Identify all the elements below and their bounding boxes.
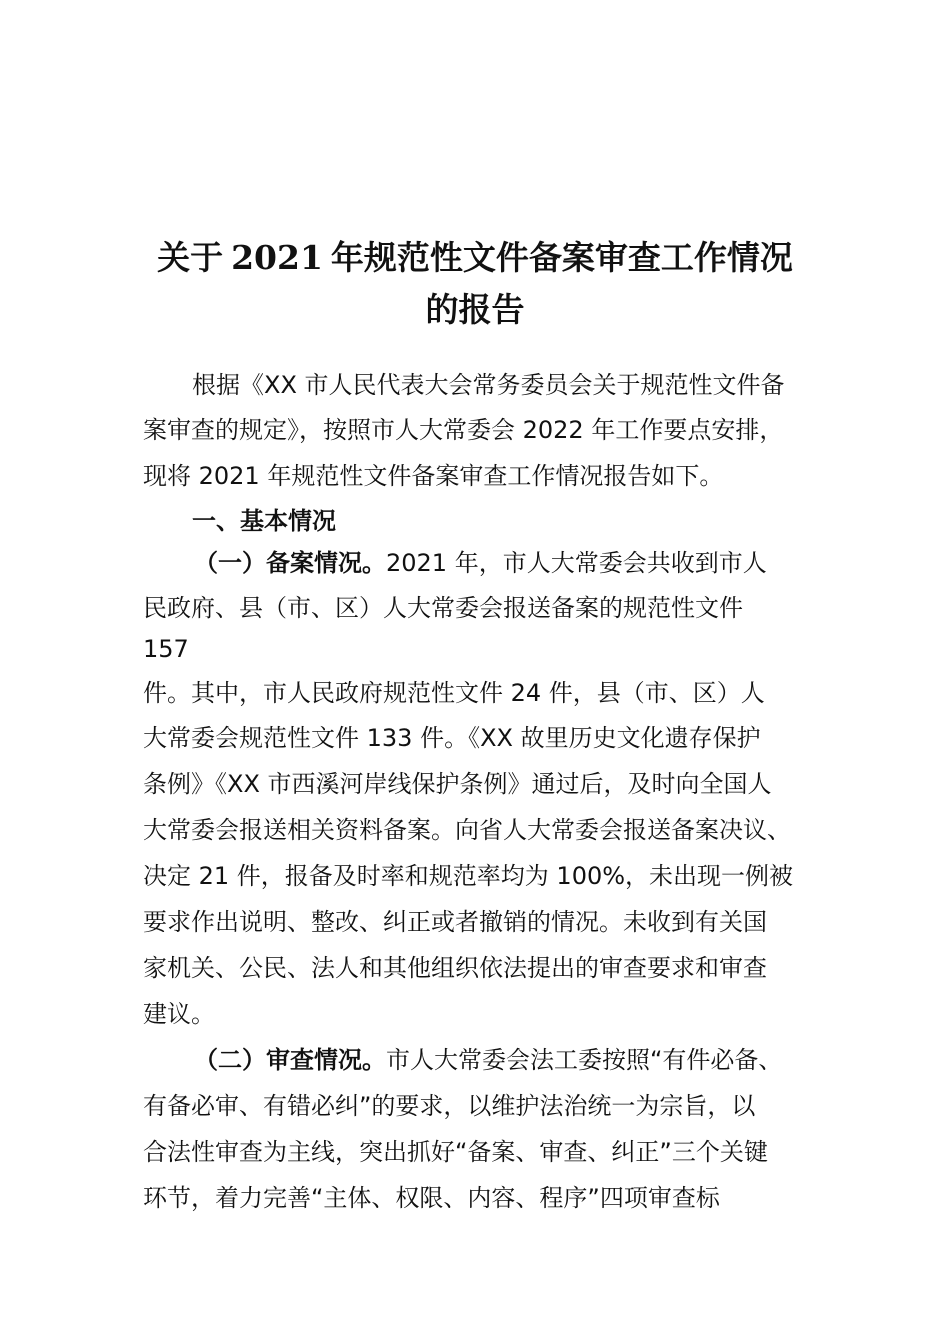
body-paragraph-line: 案审查的规定》，按照市人大常委会 2022 年工作要点安排， [143, 416, 784, 444]
subsection-1-line: 家机关、公民、法人和其他组织依法提出的审查要求和审查 [143, 954, 767, 982]
title-prefix: 关于 [157, 238, 224, 277]
subsection-text: 2021 年，市人大常委会共收到市人 [386, 549, 767, 577]
title-suffix: 年规范性文件备案审查工作情况 [330, 238, 793, 277]
subsection-1-line: 决定 21 件，报备及时率和规范率均为 100%，未出现一例被 [143, 862, 794, 890]
subsection-2-line: 环节，着力完善“主体、权限、内容、程序”四项审查标 [143, 1184, 720, 1212]
subsection-1-line: 件。其中，市人民政府规范性文件 24 件，县（市、区）人 [143, 679, 765, 707]
subsection-1-line: 建议。 [143, 1000, 215, 1028]
subsection-1-line: 大常委会报送相关资料备案。向省人大常委会报送备案决议、 [143, 816, 791, 844]
subsection-1-line: 条例》《XX 市西溪河岸线保护条例》通过后，及时向全国人 [143, 770, 772, 798]
document-title-line-1 [0, 230, 950, 286]
subsection-1-line: 民政府、县（市、区）人大常委会报送备案的规范性文件 [143, 594, 743, 622]
subsection-2-first-line [194, 1043, 782, 1077]
subsection-text: 市人大常委会法工委按照“有件必备、 [386, 1046, 783, 1074]
title-year: 2021 [231, 238, 323, 277]
section-heading: 一、基本情况 [192, 507, 336, 535]
subsection-1-first-line [194, 546, 767, 580]
subsection-1-line: 大常委会规范性文件 133 件。《XX 故里历史文化遗存保护 [143, 724, 761, 752]
subsection-2-line: 有备必审、有错必纠”的要求，以维护法治统一为宗旨，以 [143, 1092, 756, 1120]
subsection-1-line: 157 [143, 635, 189, 663]
subsection-heading: （二）审查情况。 [194, 1046, 386, 1074]
body-paragraph-line: 现将 2021 年规范性文件备案审查工作情况报告如下。 [143, 462, 724, 490]
subsection-1-line: 要求作出说明、整改、纠正或者撤销的情况。未收到有关国 [143, 908, 767, 936]
document-title-line-2: 的报告 [425, 290, 525, 329]
subsection-2-line: 合法性审查为主线，突出抓好“备案、审查、纠正”三个关键 [143, 1138, 768, 1166]
body-paragraph-line: 根据《XX 市人民代表大会常务委员会关于规范性文件备 [192, 371, 785, 399]
subsection-heading: （一）备案情况。 [194, 549, 386, 577]
